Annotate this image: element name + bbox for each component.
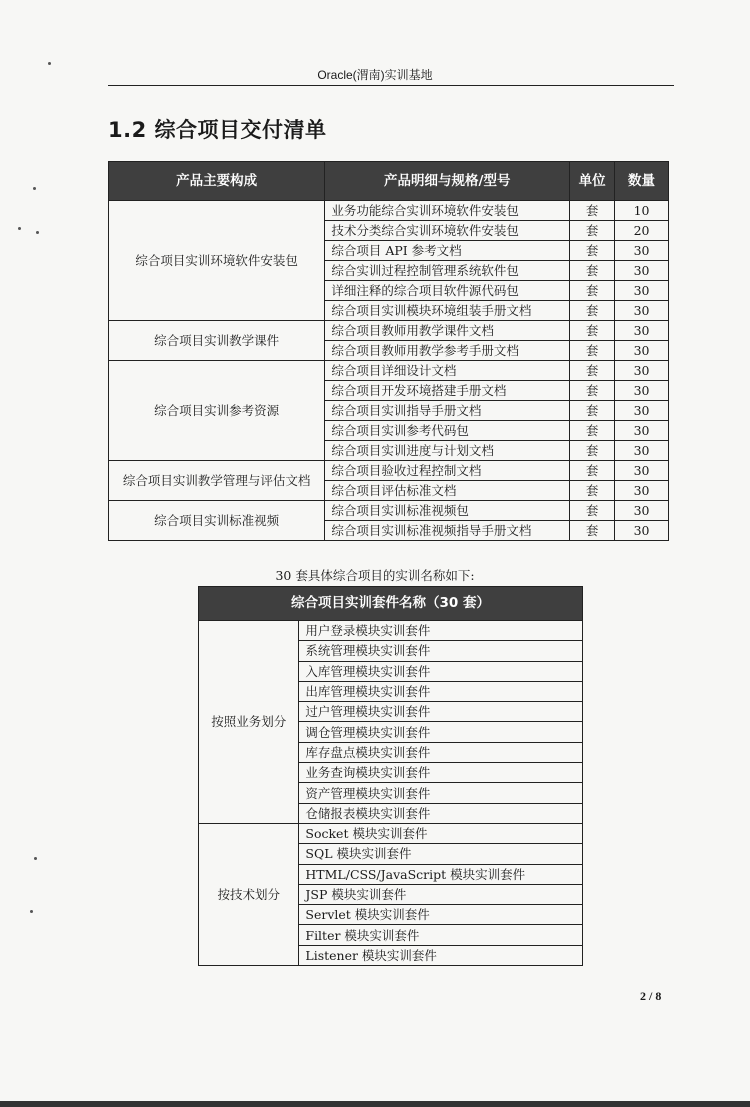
column-header: 数量	[615, 162, 669, 201]
quantity-cell: 30	[615, 461, 669, 481]
product-group-name: 综合项目实训参考资源	[109, 361, 325, 461]
product-group-name: 综合项目实训教学课件	[109, 321, 325, 361]
column-header: 产品明细与规格/型号	[325, 162, 570, 201]
unit-cell: 套	[570, 201, 615, 221]
quantity-cell: 30	[615, 381, 669, 401]
product-detail: 综合项目实训标准视频包	[325, 501, 570, 521]
unit-cell: 套	[570, 241, 615, 261]
column-header: 单位	[570, 162, 615, 201]
unit-cell: 套	[570, 441, 615, 461]
delivery-row	[109, 501, 669, 521]
suite-item: 系统管理模块实训套件	[299, 641, 583, 661]
scan-speck	[30, 910, 33, 913]
scan-speck	[18, 227, 21, 230]
product-detail: 综合项目详细设计文档	[325, 361, 570, 381]
suite-table-header	[199, 587, 583, 621]
suite-item: 用户登录模块实训套件	[299, 621, 583, 641]
delivery-row	[109, 461, 669, 481]
delivery-row	[109, 361, 669, 381]
quantity-cell: 30	[615, 341, 669, 361]
header-divider	[108, 85, 674, 86]
delivery-row	[109, 321, 669, 341]
quantity-cell: 30	[615, 261, 669, 281]
product-detail: 综合项目实训参考代码包	[325, 421, 570, 441]
suite-item: 业务查询模块实训套件	[299, 763, 583, 783]
unit-cell: 套	[570, 341, 615, 361]
product-group-name: 综合项目实训标准视频	[109, 501, 325, 541]
suite-item: 仓储报表模块实训套件	[299, 803, 583, 823]
page-number: 2 / 8	[640, 989, 662, 1003]
quantity-cell: 30	[615, 241, 669, 261]
section-title: 1.2 综合项目交付清单	[108, 118, 327, 142]
scan-speck	[34, 857, 37, 860]
unit-cell: 套	[570, 261, 615, 281]
quantity-cell: 30	[615, 421, 669, 441]
product-detail: 综合项目教师用教学课件文档	[325, 321, 570, 341]
scan-edge	[0, 1101, 750, 1107]
product-detail: 综合实训过程控制管理系统软件包	[325, 261, 570, 281]
suite-item: 出库管理模块实训套件	[299, 681, 583, 701]
suite-table	[198, 586, 583, 966]
product-detail: 综合项目实训标准视频指导手册文档	[325, 521, 570, 541]
unit-cell: 套	[570, 321, 615, 341]
product-detail: 综合项目 API 参考文档	[325, 241, 570, 261]
suite-table-body	[199, 621, 583, 966]
suite-item: 调仓管理模块实训套件	[299, 722, 583, 742]
suite-item: SQL 模块实训套件	[299, 844, 583, 864]
product-group-name: 综合项目实训环境软件安装包	[109, 201, 325, 321]
product-detail: 综合项目实训指导手册文档	[325, 401, 570, 421]
quantity-cell: 30	[615, 301, 669, 321]
suite-row	[199, 621, 583, 641]
product-detail: 技术分类综合实训环境软件安装包	[325, 221, 570, 241]
unit-cell: 套	[570, 221, 615, 241]
suite-group-name: 按技术划分	[199, 823, 299, 965]
unit-cell: 套	[570, 501, 615, 521]
unit-cell: 套	[570, 301, 615, 321]
quantity-cell: 30	[615, 501, 669, 521]
suite-group-name: 按照业务划分	[199, 621, 299, 824]
suite-intro-note: 30 套具体综合项目的实训名称如下:	[275, 568, 475, 583]
suite-row	[199, 823, 583, 843]
product-detail: 综合项目实训模块环境组装手册文档	[325, 301, 570, 321]
scan-speck	[33, 187, 36, 190]
unit-cell: 套	[570, 461, 615, 481]
quantity-cell: 30	[615, 441, 669, 461]
unit-cell: 套	[570, 521, 615, 541]
product-group-name: 综合项目实训教学管理与评估文档	[109, 461, 325, 501]
delivery-table-header	[109, 162, 669, 201]
quantity-cell: 20	[615, 221, 669, 241]
quantity-cell: 30	[615, 521, 669, 541]
product-detail: 综合项目评估标准文档	[325, 481, 570, 501]
suite-item: 库存盘点模块实训套件	[299, 742, 583, 762]
quantity-cell: 30	[615, 481, 669, 501]
unit-cell: 套	[570, 421, 615, 441]
delivery-row	[109, 201, 669, 221]
delivery-table-body	[109, 201, 669, 541]
unit-cell: 套	[570, 281, 615, 301]
suite-item: JSP 模块实训套件	[299, 884, 583, 904]
quantity-cell: 30	[615, 361, 669, 381]
suite-item: 过户管理模块实训套件	[299, 702, 583, 722]
unit-cell: 套	[570, 481, 615, 501]
product-detail: 综合项目开发环境搭建手册文档	[325, 381, 570, 401]
suite-table-title: 综合项目实训套件名称（30 套）	[199, 587, 583, 621]
unit-cell: 套	[570, 381, 615, 401]
page-header: Oracle(渭南)实训基地	[317, 68, 433, 82]
delivery-table	[108, 161, 669, 541]
quantity-cell: 30	[615, 281, 669, 301]
product-detail: 详细注释的综合项目软件源代码包	[325, 281, 570, 301]
unit-cell: 套	[570, 361, 615, 381]
suite-item: Listener 模块实训套件	[299, 945, 583, 965]
suite-item: Filter 模块实训套件	[299, 925, 583, 945]
product-detail: 综合项目验收过程控制文档	[325, 461, 570, 481]
suite-item: HTML/CSS/JavaScript 模块实训套件	[299, 864, 583, 884]
product-detail: 综合项目实训进度与计划文档	[325, 441, 570, 461]
suite-item: 入库管理模块实训套件	[299, 661, 583, 681]
product-detail: 综合项目教师用教学参考手册文档	[325, 341, 570, 361]
scan-speck	[36, 231, 39, 234]
quantity-cell: 10	[615, 201, 669, 221]
quantity-cell: 30	[615, 321, 669, 341]
suite-item: 资产管理模块实训套件	[299, 783, 583, 803]
product-detail: 业务功能综合实训环境软件安装包	[325, 201, 570, 221]
quantity-cell: 30	[615, 401, 669, 421]
unit-cell: 套	[570, 401, 615, 421]
scan-speck	[48, 62, 51, 65]
suite-item: Servlet 模块实训套件	[299, 905, 583, 925]
suite-item: Socket 模块实训套件	[299, 823, 583, 843]
column-header: 产品主要构成	[109, 162, 325, 201]
